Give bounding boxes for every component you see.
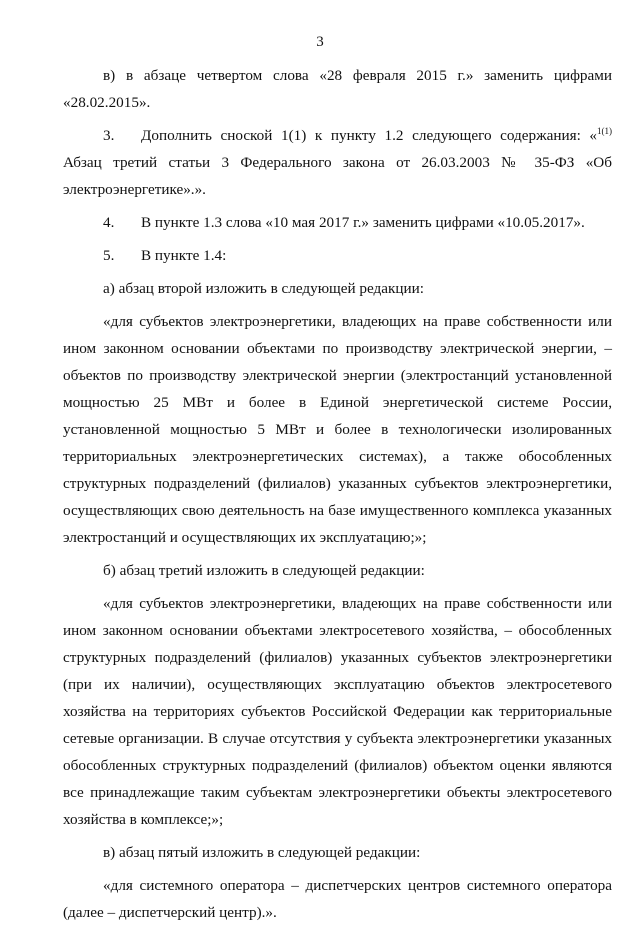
paragraph-5-intro bbox=[63, 242, 612, 269]
item-number: 5. bbox=[103, 247, 115, 264]
paragraph-text: В пункте 1.3 слова «10 мая 2017 г.» заменить цифрами «10.05.2017». bbox=[141, 214, 585, 231]
paragraph-v-quoted-text: «для системного оператора – диспетчерских центров системного оператора (далее – диспетчерский центр).». bbox=[63, 877, 612, 921]
paragraph-4-date-change bbox=[63, 209, 612, 236]
paragraph-v-intro: в) абзац пятый изложить в следующей редакции: bbox=[103, 844, 421, 861]
document-body bbox=[63, 62, 612, 932]
paragraph-b-intro: б) абзац третий изложить в следующей редакции: bbox=[103, 562, 425, 579]
paragraph-3-footnote bbox=[63, 122, 612, 203]
paragraph-b-quoted-text: «для субъектов электроэнергетики, владеющих на праве собственности или ином законном основании объектами электросетевого хозяйства, – обособленных структурных подразделений (филиалов) указанных субъектов электроэнергетики (при их наличии), осуществляющих эксплуатацию объектов электросетевого хозяйства на территориях субъектов Российской Федерации как территориальные сетевые организации. В случае отсутствия у субъекта электроэнергетики указанных обособленных структурных подразделений (филиалов) объектом оценки являются все принадлежащие таким субъектам электроэнергетики объекты электросетевого хозяйства в комплексе;»; bbox=[63, 595, 612, 828]
item-number: 3. bbox=[103, 127, 115, 144]
paragraph-a-quoted-text: «для субъектов электроэнергетики, владеющих на праве собственности или ином законном основании объектами по производству электрической энергии, – объектов по производству электрической энергии (электростанций установленной мощностью 25 МВт и более в Единой энергетической системе России, установленной мощностью 5 МВт и более в технологически изолированных территориальных электроэнергетических системах), а также обособленных структурных подразделений (филиалов) указанных субъектов электроэнергетики, осуществляющих свою деятельность на базе имущественного комплекса указанных электростанций и осуществляющих их эксплуатацию;»; bbox=[63, 313, 612, 546]
page-number: 3 bbox=[316, 34, 324, 50]
footnote-marker: 1(1) bbox=[597, 126, 612, 136]
paragraph-item-v-amendment: в) в абзаце четвертом слова «28 февраля 2015 г.» заменить цифрами «28.02.2015». bbox=[63, 67, 612, 111]
footnote-text-start: Дополнить сноской 1(1) к пункту 1.2 следующего содержания: « bbox=[141, 127, 597, 144]
paragraph-text: В пункте 1.4: bbox=[141, 247, 227, 264]
item-number: 4. bbox=[103, 214, 115, 231]
paragraph-a-intro: а) абзац второй изложить в следующей редакции: bbox=[103, 280, 425, 297]
footnote-text-end: Абзац третий статьи 3 Федерального закона от 26.03.2003 № 35-ФЗ «Об электроэнергетике».». bbox=[63, 154, 612, 198]
